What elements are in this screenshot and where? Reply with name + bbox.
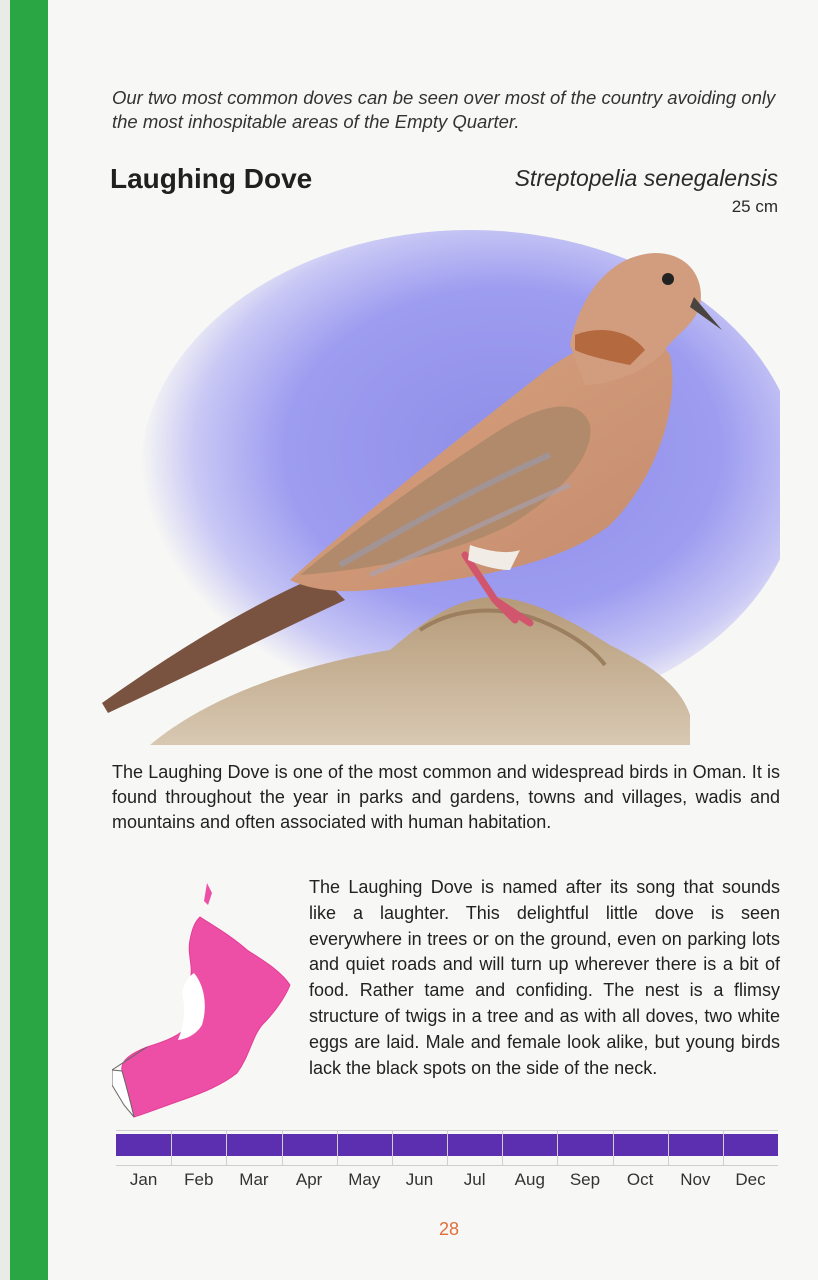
dove-photo [90, 225, 780, 755]
month-label-aug: Aug [514, 1170, 545, 1189]
month-label-oct: Oct [626, 1170, 654, 1189]
page-number: 28 [438, 1219, 460, 1239]
species-scientific-name: Streptopelia senegalensis [514, 165, 778, 191]
page-edge [0, 0, 10, 1280]
month-tick [613, 1131, 614, 1165]
distribution-map [112, 875, 297, 1125]
month-labels [116, 1170, 778, 1190]
month-label-dec: Dec [735, 1170, 766, 1189]
species-size: 25 cm [731, 197, 778, 216]
description-paragraph-1: The Laughing Dove is one of the most common and widespread birds in Oman. It is found throughout the year in parks and gardens, towns and villages, wadis and mountains and often associated with human habitation. [112, 762, 780, 832]
month-tick [392, 1131, 393, 1165]
month-label-feb: Feb [184, 1170, 214, 1189]
month-label-nov: Nov [680, 1170, 711, 1189]
month-tick [171, 1131, 172, 1165]
month-tick [557, 1131, 558, 1165]
oman-outline [204, 883, 212, 905]
month-tick [668, 1131, 669, 1165]
section-color-bar [10, 0, 48, 1280]
month-tick [447, 1131, 448, 1165]
month-tick [226, 1131, 227, 1165]
month-tick [502, 1131, 503, 1165]
month-label-jan: Jan [129, 1170, 158, 1189]
month-label-mar: Mar [239, 1170, 269, 1189]
description-paragraph-2: The Laughing Dove is named after its song that sounds like a laughter. This delightful little dove is seen everywhere in trees or on the ground, even on parking lots and quiet roads and will turn up wherever there is a bit of food. Rather tame and confiding. The nest is a flimsy structure of twigs in a tree and as with all doves, two white eggs are laid. Male and female look alike, but young birds lack the black spots on the side of the neck. [309, 877, 780, 1078]
month-label-jun: Jun [405, 1170, 434, 1189]
occurrence-calendar-bar [116, 1130, 778, 1166]
month-label-apr: Apr [295, 1170, 323, 1189]
month-label-sep: Sep [569, 1170, 601, 1189]
month-label-may: May [348, 1170, 381, 1189]
month-tick [337, 1131, 338, 1165]
month-tick [282, 1131, 283, 1165]
month-label-jul: Jul [463, 1170, 486, 1189]
oman-range [122, 917, 290, 1117]
month-tick [723, 1131, 724, 1165]
dove-eye [662, 273, 674, 285]
species-common-name: Laughing Dove [110, 163, 313, 194]
intro-text: Our two most common doves can be seen over most of the country avoiding only the most inhospitable areas of the Empty Quarter. [112, 87, 776, 132]
